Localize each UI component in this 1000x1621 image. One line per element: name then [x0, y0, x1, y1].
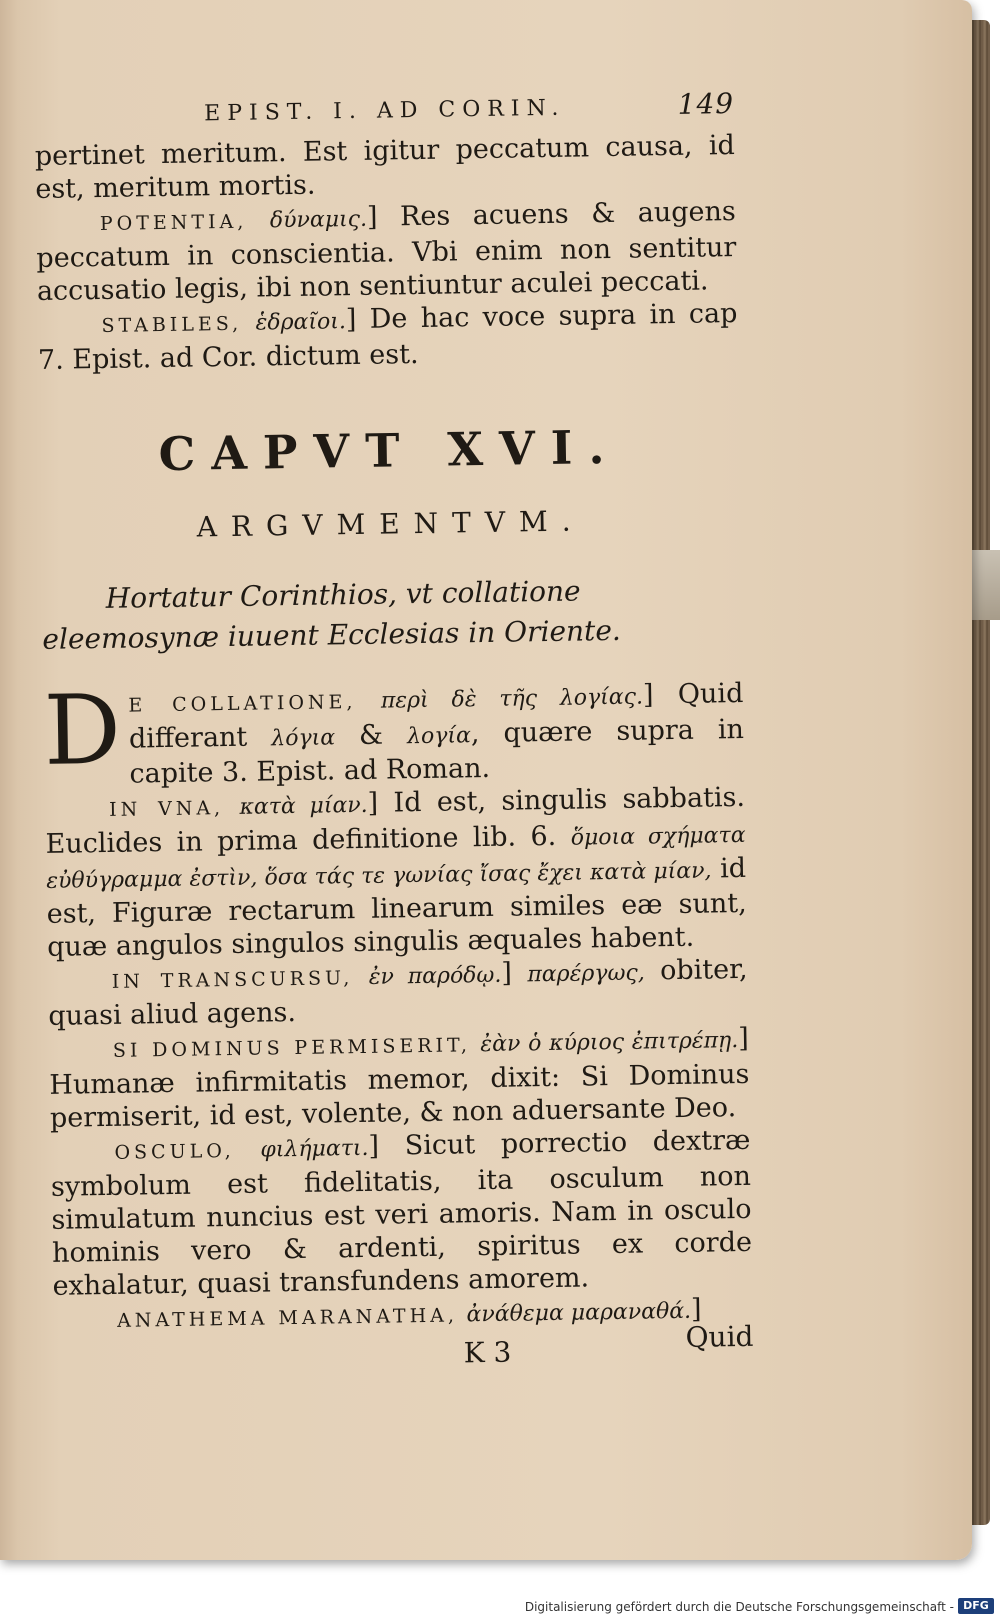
paragraph-text: ]	[501, 957, 513, 989]
argument-heading: ARGVMENTVM.	[196, 504, 585, 544]
paragraph: pertinet meritum. Est igitur peccatum causa, id est, meritum mortis.	[34, 130, 735, 205]
lemma: POTENTIA,	[99, 210, 248, 235]
greek-text: κατὰ μίαν.	[239, 792, 368, 820]
greek-text: ὅμοια σχήματα εὐθύγραμμα ἐστὶν, ὅσα τάς τε γωνίας ἴσας ἔχει κατὰ μίαν,	[46, 822, 746, 894]
greek-text: ἐὰν ὁ κύριος ἐπιτρέπῃ.	[480, 1028, 739, 1058]
running-head-title: EPIST. I. AD CORIN.	[203, 95, 566, 127]
greek-text: ἀνάθεμα μαραναθά.	[466, 1298, 692, 1328]
paragraph	[42, 673, 745, 792]
paragraph-text: ] Res acuens & augens peccatum in conscientia. Vbi enim non sentitur accusatio legis, ibi non sentiuntur aculei peccati.	[36, 195, 737, 307]
chapter-summary: Hortatur Corinthios, vt collatione eleemosynæ iuuent Ecclesias in Oriente.	[42, 574, 622, 656]
paragraph-text: id est, Figuræ rectarum linearum similes eæ sunt, quæ angulos singulos singulis æquales habent.	[46, 852, 747, 963]
greek-text: λόγια	[271, 725, 336, 752]
signature-mark: K 3	[463, 1335, 512, 1370]
lemma: ANATHEMA MARANATHA,	[116, 1304, 459, 1332]
paragraph	[49, 1022, 751, 1135]
catchword: Quid	[685, 1319, 754, 1354]
paragraph-text: obiter, quasi aliud agens.	[48, 953, 748, 1032]
paragraph-text: &	[358, 719, 384, 751]
greek-text: φιλήματι.	[260, 1135, 369, 1163]
greek-text: λογία	[406, 723, 472, 750]
page-content	[34, 87, 754, 1379]
page-number: 149	[677, 87, 735, 121]
paragraph-text: ] De hac voce supra in cap 7. Epist. ad Cor. dictum est.	[37, 297, 738, 376]
paragraph-text: ] Quid differant	[128, 677, 744, 755]
lemma: IN VNA,	[108, 797, 225, 821]
chapter-title: CAPVT XVI.	[158, 419, 621, 482]
lemma: SI DOMINUS PERMISERIT,	[112, 1034, 472, 1062]
drop-cap: D	[42, 673, 122, 787]
paragraph-text: , quære supra in capite 3. Epist. ad Roman.	[129, 713, 745, 790]
greek-text: δύναμις.	[269, 206, 368, 234]
paragraph	[36, 195, 738, 308]
dfg-logo: DFG	[958, 1598, 994, 1614]
lemma: E COLLATIONE,	[128, 691, 357, 717]
paragraph	[50, 1124, 753, 1303]
lemma: OSCULO,	[114, 1139, 235, 1164]
paragraph-text: ] Humanæ infirmitatis memor, dixit: Si Dominus permiserit, id est, volente, & non aduersante Deo.	[49, 1022, 750, 1134]
credit-text: Digitalisierung gefördert durch die Deutsche Forschungsgemeinschaft -	[524, 1600, 954, 1614]
paragraph-text: ] Sicut porrectio dextræ symbolum est fidelitatis, ita osculum non simulatum nuncius est veri amoris. Nam in osculo hominis vero & ardenti, spiritus ex corde exhalatur, quasi transfundens amorem.	[50, 1124, 753, 1302]
greek-text: ἑδραῖοι.	[255, 309, 347, 336]
paragraph-text: ] Id est, singulis sabbatis. Euclides in prima definitione lib. 6.	[45, 781, 746, 860]
paragraph	[48, 953, 749, 1033]
lemma: IN TRANSCURSU,	[111, 967, 354, 993]
paragraph	[45, 781, 748, 964]
lemma: STABILES,	[101, 312, 243, 337]
paragraph	[37, 297, 738, 377]
paragraph-text: ]	[690, 1293, 702, 1325]
greek-text: περὶ δὲ τῆς λογίας.	[380, 684, 644, 714]
digitization-credit	[0, 1596, 1000, 1621]
greek-text: παρέργως,	[527, 960, 645, 988]
greek-text: ἐν παρόδῳ.	[368, 962, 502, 990]
